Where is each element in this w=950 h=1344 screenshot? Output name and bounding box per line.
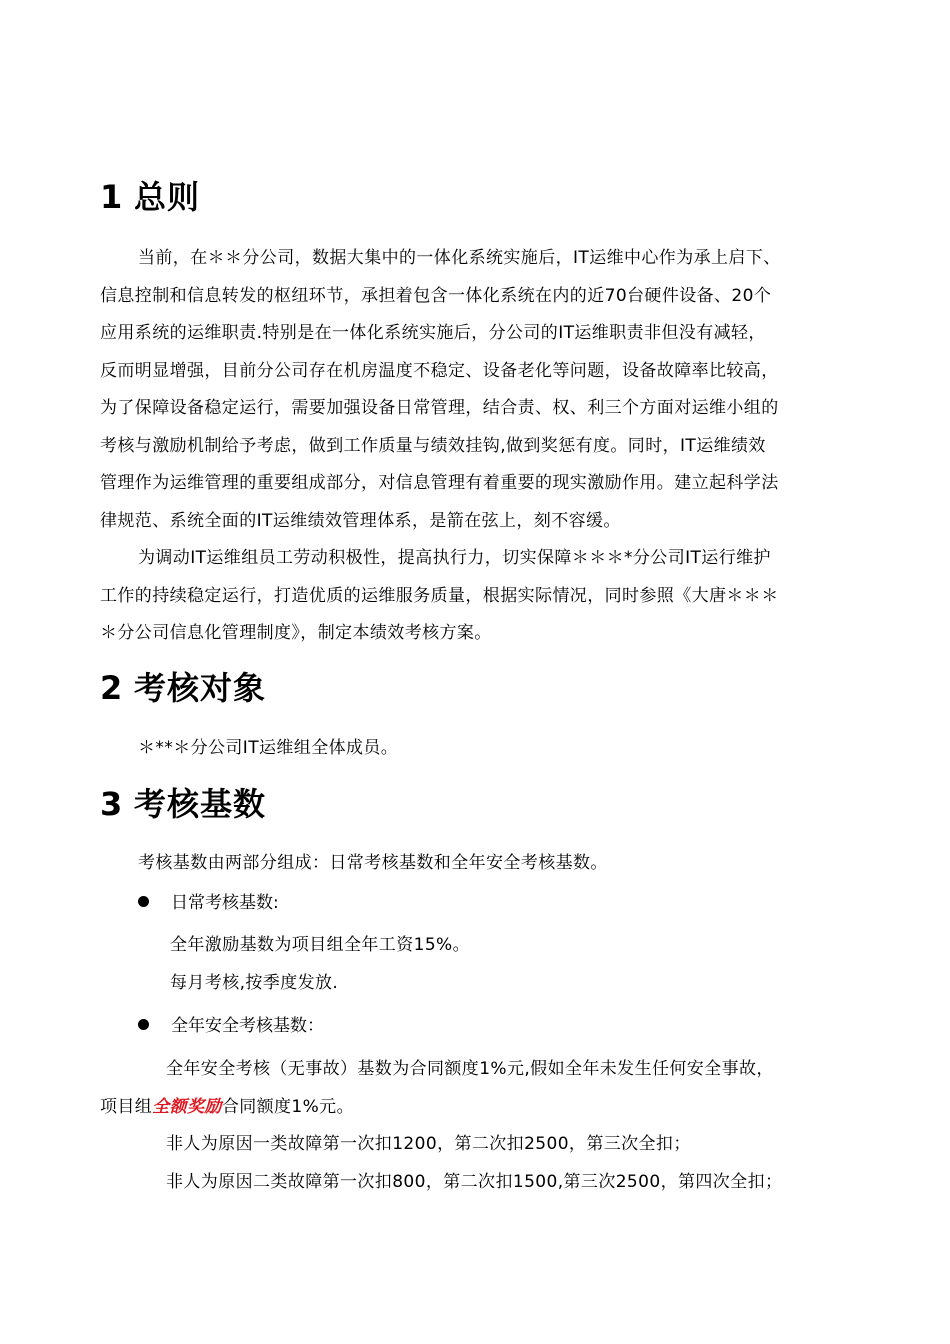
paragraph-line: 信息控制和信息转发的枢纽环节，承担着包含一体化系统在内的近70台硬件设备、20个 <box>100 285 772 306</box>
section-number: 2 <box>100 669 124 707</box>
bullet-label: 日常考核基数: <box>171 893 279 913</box>
paragraph-2 <box>100 540 852 653</box>
paragraph-target <box>100 730 852 768</box>
section-title: 考核对象 <box>134 669 267 707</box>
paragraph-line: 管理作为运维管理的重要组成部分，对信息管理有着重要的现实激励作用。建立起科学法 <box>100 473 779 493</box>
section-heading-1 <box>100 177 200 217</box>
paragraph-1 <box>100 240 852 540</box>
paragraph-line: 应用系统的运维职责.特别是在一体化系统实施后，分公司的IT运维职责非但没有减轻， <box>100 323 766 343</box>
text-run: 合同额度1%元。 <box>221 1096 354 1117</box>
section-number: 1 <box>100 178 124 216</box>
paragraph-line: ＊**＊分公司IT运维组全体成员。 <box>138 738 399 758</box>
paragraph-line: 律规范、系统全面的IT运维绩效管理体系，是箭在弦上，刻不容缓。 <box>100 510 621 531</box>
paragraph-line: 工作的持续稳定运行，打造优质的运维服务质量，根据实际情况，同时参照《大唐＊＊＊ <box>100 585 779 606</box>
paragraph-line: 全年安全考核（无事故）基数为合同额度1%元,假如全年未发生任何安全事故， <box>166 1059 774 1079</box>
paragraph-line: 为调动IT运维组员工劳动积极性，提高执行力，切实保障＊＊＊*分公司IT运行维护 <box>138 548 771 568</box>
paragraph-line: ＊分公司信息化管理制度》，制定本绩效考核方案。 <box>100 623 492 643</box>
annual-details <box>100 1051 852 1201</box>
highlight-text: 全额奖励 <box>152 1096 222 1117</box>
paragraph-line: 当前，在＊＊分公司，数据大集中的一体化系统实施后，IT运维中心作为承上启下、 <box>138 248 781 268</box>
section-heading-3 <box>100 784 266 824</box>
paragraph-line: 非人为原因一类故障第一次扣1200，第二次扣2500，第三次全扣； <box>166 1134 691 1154</box>
bullet-item-annual <box>138 1008 324 1045</box>
paragraph-line: 全年激励基数为项目组全年工资15%。 <box>170 935 470 955</box>
paragraph-line: 为了保障设备稳定运行，需要加强设备日常管理，结合责、权、利三个方面对运维小组的 <box>100 398 779 418</box>
bullet-icon <box>138 896 149 907</box>
paragraph-line <box>100 1089 852 1127</box>
paragraph-line: 考核基数由两部分组成：日常考核基数和全年安全考核基数。 <box>138 853 608 873</box>
paragraph-line: 非人为原因二类故障第一次扣800，第二次扣1500,第三次2500，第四次全扣； <box>166 1171 783 1192</box>
paragraph-intro <box>100 845 852 883</box>
section-title: 总则 <box>134 178 201 216</box>
text-run: 项目组 <box>100 1096 153 1117</box>
bullet-label: 全年安全考核基数： <box>171 1016 324 1036</box>
paragraph-line: 每月考核,按季度发放. <box>170 972 339 993</box>
daily-details <box>100 927 852 1002</box>
section-title: 考核基数 <box>134 785 267 823</box>
paragraph-line: 反而明显增强，目前分公司存在机房温度不稳定、设备老化等问题，设备故障率比较高， <box>100 360 779 381</box>
paragraph-line: 考核与激励机制给予考虑，做到工作质量与绩效挂钩,做到奖惩有度。同时，IT运维绩效 <box>100 435 766 456</box>
bullet-icon <box>138 1019 149 1030</box>
section-heading-2 <box>100 668 266 708</box>
section-number: 3 <box>100 785 124 823</box>
bullet-item-daily <box>138 885 279 922</box>
